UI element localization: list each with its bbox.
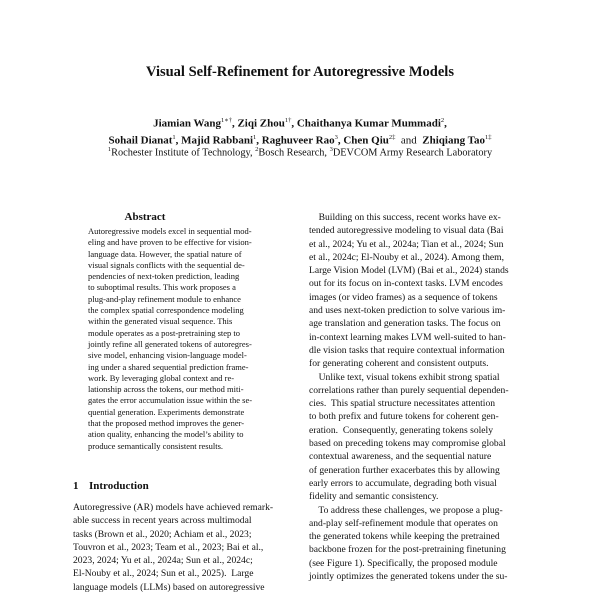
author-name: Chen Qiu: [343, 134, 389, 147]
intro-line: able success in recent years across multimodal: [73, 515, 252, 527]
affil-sup: 1: [107, 146, 112, 153]
abstract-body: [88, 226, 288, 452]
body-line: correlations rather than purely sequential dependen-: [309, 384, 509, 396]
author-line-1: Jiamian Wang$^{1∗\dagger}$, Ziqi Zhou$^{1\dagger}$, Chaithanya Kumar Mummadi$^2$,: [153, 117, 447, 130]
author-sup: 1∗†: [221, 117, 232, 124]
body-line: et al., 2024; Yu et al., 2024a; Tian et al., 2024; Sun: [309, 238, 504, 250]
abstract-line: gates the error accumulation issue within the se-: [88, 395, 253, 406]
abstract-line: within the generated visual sequence. This: [88, 316, 233, 327]
section-title: Introduction: [89, 480, 149, 492]
body-line: for generating coherent and consistent outputs.: [309, 358, 489, 370]
abstract-line: lationship across the tokens, our method miti-: [88, 384, 244, 395]
body-line: tended autoregressive modeling to visual data (Bai: [309, 225, 504, 237]
affil-name: DEVCOM Army Research Laboratory: [332, 147, 493, 159]
body-line: fidelity and semantic consistency.: [309, 491, 439, 503]
abstract-line: ation quality, enhancing the model’s ability to: [88, 429, 244, 440]
author-sup: 1: [253, 133, 257, 141]
author-name: Majid Rabbani: [181, 134, 253, 147]
body-line: eration. Consequently, generating tokens solely: [309, 424, 494, 436]
affil-sup: 3: [329, 146, 333, 153]
abstract-line: visual signals conflicts with the sequential de-: [88, 259, 245, 270]
abstract-line: language data. However, the spatial nature of: [88, 248, 242, 259]
abstract-line: to suboptimal results. This work proposes a: [88, 282, 236, 293]
abstract-line: sive model, enhancing vision-language model-: [88, 350, 247, 361]
author-sup: 1‡: [484, 133, 492, 141]
abstract-line: quential generation. Experiments demonstrate: [88, 406, 245, 417]
body-line: early errors to accumulate, degrading both visual: [309, 477, 497, 489]
body-line: the generated tokens while keeping the pretrained: [309, 531, 500, 543]
author-line-2: Sohail Dianat$^1$, Majid Rabbani$^1$, Raghuveer Rao$^3$, Chen Qiu$^{2\ddagger}$ and Zhiqiang Tao$^{1\ddagger}$: [108, 133, 492, 147]
author-name: Chaithanya Kumar Mummadi: [296, 117, 441, 130]
intro-line: language models (LLMs) based on autoregressive: [73, 581, 265, 593]
introduction-body: [73, 501, 295, 594]
abstract-line: pendencies of next-token prediction, leading: [88, 271, 240, 282]
author-sup: 2‡: [388, 133, 396, 141]
section-heading-introduction: [73, 480, 149, 492]
intro-line: El-Nouby et al., 2024; Sun et al., 2025). Large: [73, 568, 254, 580]
author-sup: 1†: [284, 117, 292, 124]
body-line: in-context learning makes LVM well-suited to han-: [309, 331, 506, 343]
author-name: Ziqi Zhou: [237, 117, 285, 130]
body-line: cies. This spatial structure necessitates attention: [309, 398, 496, 410]
body-line: dle vision tasks that require contextual information: [309, 344, 505, 356]
abstract-line: the complex spatial correspondence modeling: [88, 305, 244, 316]
abstract-line: plug-and-play refinement module to enhance: [88, 293, 241, 304]
body-line: based on preceding tokens may compromise global: [309, 438, 506, 450]
author-name: Jiamian Wang: [153, 117, 222, 130]
body-line: backbone frozen for the post-pretraining finetuning: [309, 544, 506, 556]
right-column-body: [309, 211, 531, 583]
body-line: age translation and generation tasks. The focus on: [309, 318, 501, 330]
body-line: Building on this success, recent works have ex-: [309, 212, 501, 223]
body-line: Unlike text, visual tokens exhibit strong spatial: [309, 371, 500, 383]
body-line: out for its focus on in-context tasks. LVM encodes: [309, 278, 503, 290]
paragraph: [309, 504, 531, 584]
author-sup: 1: [172, 133, 176, 141]
author-sup: 2: [440, 117, 445, 124]
body-line: Large Vision Model (LVM) (Bai et al., 2024) stands: [309, 265, 509, 277]
author-sup: 3: [334, 133, 338, 141]
abstract-line: that the proposed method improves the gener-: [88, 418, 245, 429]
abstract-line: eling and have proven to be effective for vision-: [88, 237, 252, 248]
paragraph: [309, 211, 531, 371]
section-number: 1: [73, 480, 79, 492]
author-name: Raghuveer Rao: [261, 134, 335, 147]
body-line: To address these challenges, we propose a plug-: [309, 504, 503, 516]
abstract-heading: Abstract: [124, 211, 166, 223]
body-line: to both prefix and future tokens for coherent gen-: [309, 411, 499, 423]
abstract-line: ing under a shared sequential prediction frame-: [88, 361, 249, 372]
paragraph: [309, 371, 531, 504]
intro-line: tasks (Brown et al., 2020; Achiam et al., 2023;: [73, 528, 252, 540]
body-line: of generation further exacerbates this by allowing: [309, 464, 500, 476]
body-line: images (or video frames) as a sequence of tokens: [309, 291, 498, 303]
and-word: and: [400, 134, 417, 147]
body-line: and-play self-refinement module that operates on: [309, 517, 498, 529]
body-line: et al., 2024c; El-Nouby et al., 2024). Among them,: [309, 251, 505, 263]
body-line: jointly optimizes the generated tokens under the su-: [309, 571, 508, 583]
body-line: (see Figure 1). Specifically, the proposed module: [309, 557, 498, 569]
author-name: Zhiqiang Tao: [422, 134, 485, 147]
intro-line: 2023, 2024; Yu et al., 2024a; Sun et al., 2024c;: [73, 555, 253, 567]
author-name: Sohail Dianat: [108, 134, 173, 147]
abstract-line: work. By leveraging global context and re-: [88, 372, 235, 383]
abstract-line: Autoregressive models excel in sequential mod-: [88, 226, 252, 236]
affil-sup: 2: [255, 146, 259, 153]
abstract-line: module operates as a post-pretraining step to: [88, 327, 241, 338]
affil-name: Rochester Institute of Technology: [111, 147, 250, 159]
abstract-line: jointly refine all generated tokens of autoregres-: [88, 338, 252, 349]
body-line: and uses next-token prediction to solve various im-: [309, 305, 506, 317]
abstract-line: produce semantically consistent results.: [88, 440, 224, 451]
affiliation-line: $^1$Rochester Institute of Technology, $^2$Bosch Research, $^3$DEVCOM Army Research Laboratory: [107, 146, 493, 159]
intro-line: Autoregressive (AR) models have achieved remark-: [73, 502, 274, 513]
intro-line: Touvron et al., 2023; Team et al., 2023; Bai et al.,: [73, 541, 264, 553]
body-line: contextual awareness, and the sequential nature: [309, 451, 492, 463]
affil-name: Bosch Research: [258, 147, 325, 159]
paper-title: Visual Self-Refinement for Autoregressive Models: [146, 64, 454, 80]
